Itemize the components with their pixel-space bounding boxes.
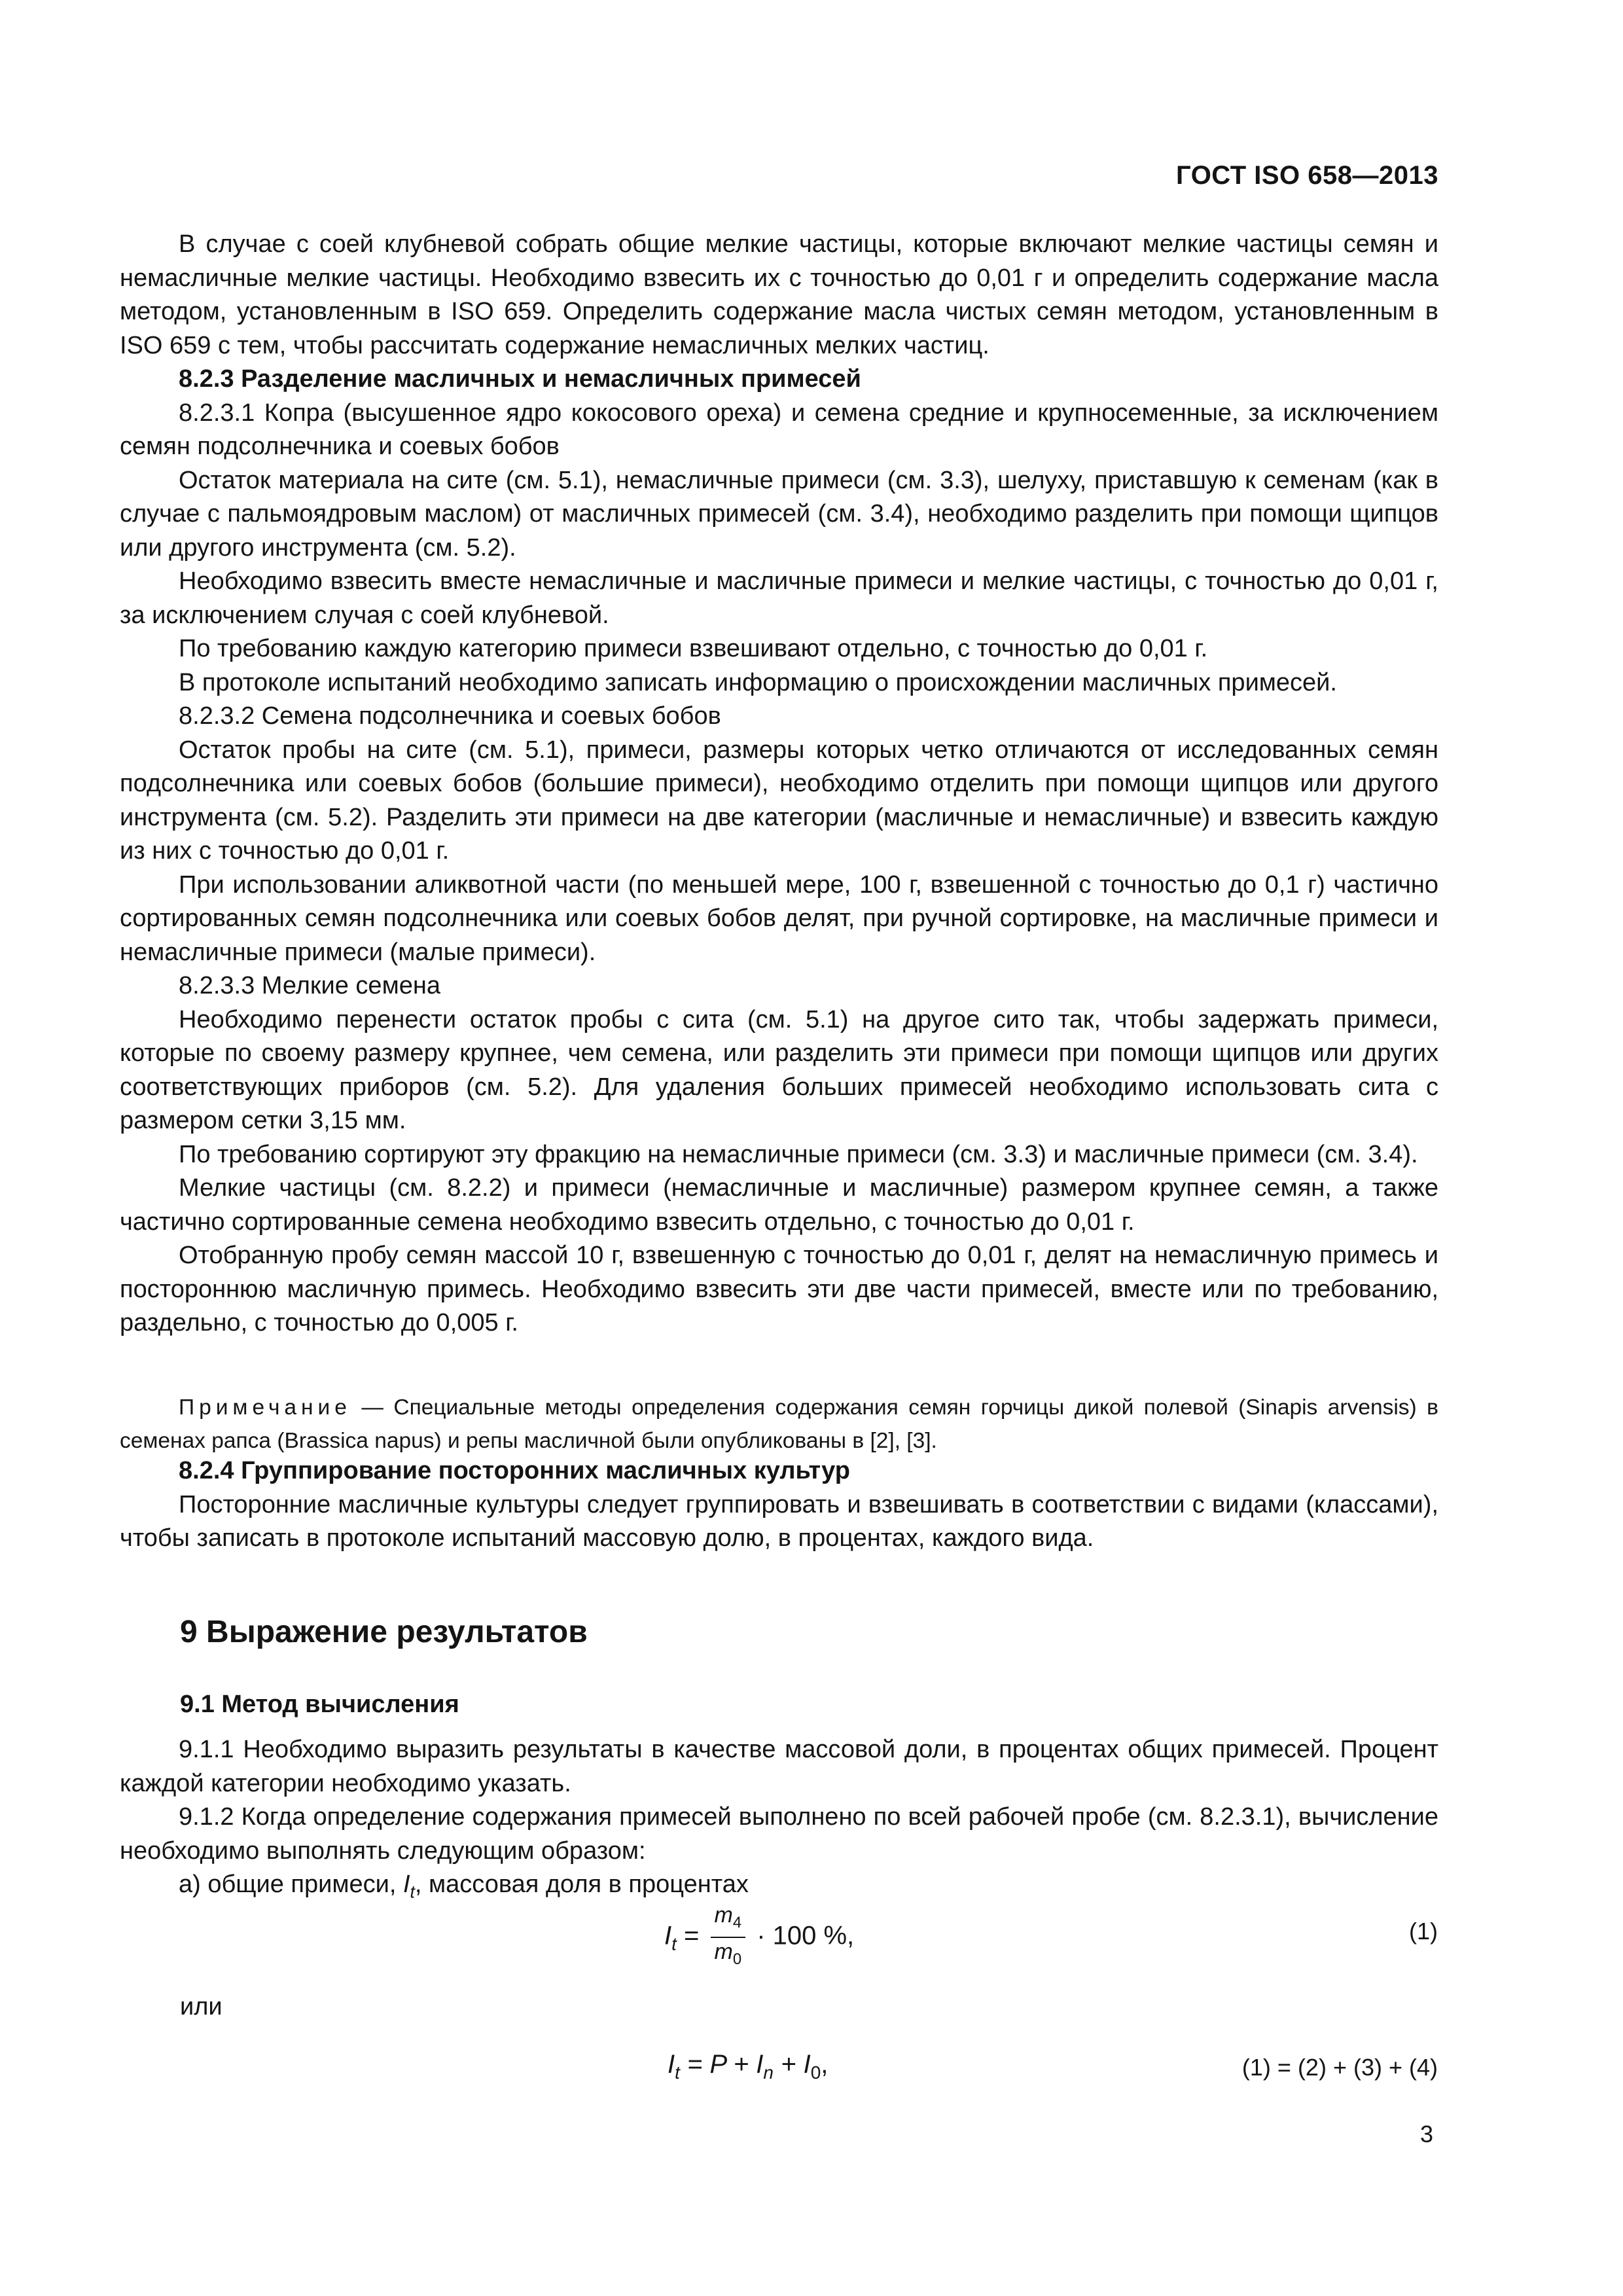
paragraph: В протоколе испытаний необходимо записать информацию о происхождении масличных примесей. — [179, 668, 1337, 696]
paragraph: Посторонние масличные культуры следует группировать и взвешивать в соответствии с видами (классами), чтобы записать в протоколе испытаний массовую долю, в процентах, каждого вида. — [120, 1490, 1438, 1552]
section-9-1-heading: 9.1 Метод вычисления — [180, 1691, 459, 1718]
or-text: или — [180, 1993, 223, 2020]
formula-1-number: (1) — [1409, 1918, 1438, 1945]
formula-2-plus: + — [773, 2050, 804, 2079]
paragraph: В случае с соей клубневой собрать общие мелкие частицы, которые включают мелкие частицы семян и немасличные мелкие частицы. Необходимо взвесить их с точностью до 0,01 г и определить содержание масла методом, установленным в ISO 659. Определить содержание масла чистых семян методом, установленным в ISO 659 с тем, чтобы рассчитать содержание немасличных мелких частиц. — [120, 230, 1438, 359]
formula-2-In: I — [756, 2050, 764, 2079]
section-8-2-4 — [120, 1454, 1438, 1556]
fraction-numerator-sub: 4 — [732, 1913, 742, 1931]
paragraph: Остаток пробы на сите (см. 5.1), примеси, размеры которых четко отличаются от исследованных семян подсолнечника или соевых бобов (большие примеси), необходимо отделить при помощи щипцов или другого инструмента (см. 5.2). Разделить эти примеси на две категории (масличные и немасличные) и взвесить каждую из них с точностью до 0,01 г. — [120, 736, 1438, 865]
formula-1-lhs: I — [664, 1921, 672, 1950]
paragraph: 8.2.3.2 Семена подсолнечника и соевых бобов — [179, 702, 721, 730]
document-code-header: ГОСТ ISO 658—2013 — [1176, 161, 1438, 190]
item-a-suffix: , массовая доля в процентах — [414, 1871, 749, 1898]
paragraph: При использовании аликвотной части (по меньшей мере, 100 г, взвешенной с точностью до 0,1 г) частично сортированных семян подсолнечника или соевых бобов делят, при ручной сортировке, на масличные примеси и немасличные примеси (малые примеси). — [120, 870, 1438, 966]
formula-1 — [664, 1901, 854, 1973]
paragraph: Необходимо перенести остаток пробы с сита (см. 5.1) на другое сито так, чтобы задержать примеси, которые по своему размеру крупнее, чем семена, или разделить эти примеси при помощи щипцов или других соответствующих приборов (см. 5.2). Для удаления больших примесей необходимо использовать сита с размером сетки 3,15 мм. — [120, 1005, 1438, 1134]
section-heading: 8.2.3 Разделение масличных и немасличных примесей — [179, 365, 861, 393]
formula-2 — [668, 2050, 828, 2083]
note-dash: — — [351, 1395, 394, 1420]
item-a-prefix: а) общие примеси, — [179, 1871, 403, 1898]
body-section-8-2 — [120, 228, 1438, 1340]
section-9-1-body — [120, 1733, 1438, 1909]
item-a-sub: t — [410, 1882, 415, 1902]
formula-2-sub-t: t — [675, 2062, 680, 2083]
page-number: 3 — [1419, 2121, 1433, 2147]
formula-2-eq: = P + — [679, 2050, 757, 2079]
note-text: Специальные методы определения содержания семян горчицы дикой полевой (Sinapis arvensis) в семенах рапса (Brassica napus) и репы масличной были опубликованы в [2], [3]. — [120, 1395, 1438, 1453]
note-label: Примечание — [179, 1395, 351, 1420]
section-9-heading: 9 Выражение результатов — [180, 1615, 588, 1649]
paragraph: Остаток материала на сите (см. 5.1), немасличные примеси (см. 3.3), шелуху, приставшую к семенам (как в случае с пальмоядровым маслом) от масличных примесей (см. 3.4), необходимо разделить при помощи щипцов или другого инструмента (см. 5.2). — [120, 466, 1438, 562]
formula-1-rest: · 100 %, — [749, 1921, 855, 1950]
section-heading: 8.2.4 Группирование посторонних масличных культур — [179, 1457, 850, 1484]
formula-2-sub-n: n — [763, 2062, 774, 2083]
paragraph-9-1-1: 9.1.1 Необходимо выразить результаты в качестве массовой доли, в процентах общих примесей. Процент каждой категории необходимо указать. — [120, 1736, 1438, 1797]
formula-1-lhs-sub: t — [671, 1933, 677, 1954]
formula-2-sub-0: 0 — [810, 2062, 821, 2083]
fraction-denominator: m — [714, 1939, 733, 1964]
formula-2-I: I — [668, 2050, 675, 2079]
paragraph: Необходимо взвесить вместе немасличные и масличные примеси и мелкие частицы, с точностью до 0,01 г, за исключением случая с соей клубневой. — [120, 567, 1438, 629]
paragraph: 8.2.3.1 Копра (высушенное ядро кокосового ореха) и семена средние и крупносеменные, за исключением семян подсолнечника и соевых бобов — [120, 399, 1438, 460]
item-a-var: I — [402, 1871, 410, 1898]
paragraph-9-1-2: 9.1.2 Когда определение содержания примесей выполнено по всей рабочей пробе (см. 8.2.3.1), вычисление необходимо выполнять следующим образом: — [120, 1803, 1438, 1865]
paragraph: По требованию сортируют эту фракцию на немасличные примеси (см. 3.3) и масличные примеси (см. 3.4). — [179, 1140, 1418, 1168]
formula-1-eq: = — [676, 1921, 707, 1950]
paragraph: 8.2.3.3 Мелкие семена — [179, 972, 440, 999]
paragraph: По требованию каждую категорию примеси взвешивают отдельно, с точностью до 0,01 г. — [179, 635, 1208, 662]
note-paragraph — [120, 1391, 1438, 1458]
fraction-denominator-sub: 0 — [732, 1950, 742, 1968]
formula-2-I0: I — [803, 2050, 811, 2079]
formula-2-end: , — [821, 2050, 829, 2079]
formula-1-fraction — [711, 1901, 746, 1973]
formula-2-number: (1) = (2) + (3) + (4) — [1241, 2054, 1438, 2081]
paragraph: Мелкие частицы (см. 8.2.2) и примеси (немасличные и масличные) размером крупнее семян, а также частично сортированные семена необходимо взвесить отдельно, с точностью до 0,01 г. — [120, 1174, 1438, 1236]
paragraph: Отобранную пробу семян массой 10 г, взвешенную с точностью до 0,01 г, делят на немасличную примесь и постороннюю масличную примесь. Необходимо взвесить эти две части примесей, вместе или по требованию, раздельно, с точностью до 0,005 г. — [120, 1242, 1438, 1336]
fraction-numerator: m — [714, 1903, 733, 1928]
